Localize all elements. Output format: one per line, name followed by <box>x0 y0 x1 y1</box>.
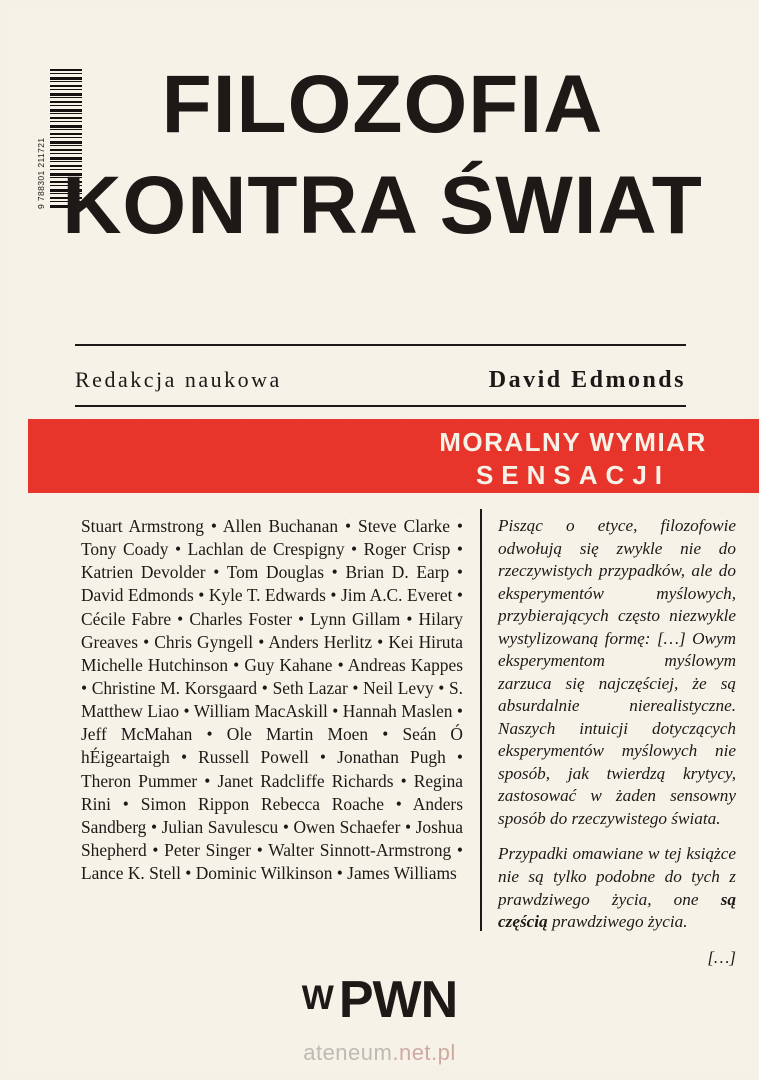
subtitle-line-2: SENSACJI <box>475 460 671 491</box>
watermark-suffix: .net.pl <box>392 1040 456 1065</box>
editor-label: Redakcja naukowa <box>75 367 282 392</box>
subtitle-band <box>28 419 759 493</box>
blurb-text <box>498 515 736 969</box>
blurb-ellipsis: […] <box>707 947 736 967</box>
editor-rule-top <box>75 344 686 346</box>
column-divider <box>480 509 482 931</box>
publisher-mark-icon: W <box>301 979 331 1017</box>
blurb-paragraph-2-part-2: prawdziwego życia. <box>547 912 688 932</box>
editor-name: David Edmonds <box>488 366 686 393</box>
isbn-number: 9 788301 211721 <box>36 137 46 209</box>
blurb-paragraph-2 <box>498 843 736 933</box>
blurb-paragraph-2-emphasis: są częścią <box>498 889 736 932</box>
book-title-line-2: KONTRA ŚWIAT <box>62 159 703 251</box>
editor-row <box>75 358 686 402</box>
blurb-paragraph-2-part-1: Przypadki omawiane w tej książce nie są tylko podobne do tych z prawdziwego życia, one <box>498 844 736 909</box>
blurb-paragraph-1: Pisząc o etyce, filozofowie odwołują się zwykle nie do rzeczywistych przypadków, ale do eksperymentów myślowych, przybierających często niezwykle wystylizowaną formę: […] Owym eksperymentom myślowym zarzuca się najczęściej, że są absurdalnie nierealistyczne. Naszych intuicji dotyczących eksperymentów myślowych nie sposób, jak twierdzą krytycy, zastosować w żaden sensowny sposób do rzeczywistego świata. <box>498 516 736 828</box>
subtitle <box>423 428 723 490</box>
subtitle-line-1: MORALNY WYMIAR <box>439 427 707 457</box>
body-columns <box>28 509 759 967</box>
editor-rule-bottom <box>75 405 686 407</box>
watermark-main: ateneum <box>303 1040 393 1065</box>
contributors-list: Stuart Armstrong • Allen Buchanan • Steve Clarke • Tony Coady • Lachlan de Crespigny • Roger Crisp • Katrien Devolder • Tom Douglas • Brian D. Earp • David Edmonds • Kyle T. Edwards • Jim A.C. Everet • Cécile Fabre • Charles Foster • Lynn Gillam • Hilary Greaves • Chris Gyngell • Anders Herlitz • Kei Hiruta Michelle Hutchinson • Guy Kahane • Andreas Kappes • Christine M. Korsgaard • Seth Lazar • Neil Levy • S. Matthew Liao • William MacAskill • Hannah Maslen • Jeff McMahan • Ole Martin Moen • Seán Ó hÉigeartaigh • Russell Powell • Jonathan Pugh • Theron Pummer • Janet Radcliffe Richards • Regina Rini • Simon Rippon Rebecca Roache • Anders Sandberg • Julian Savulescu • Owen Schaefer • Joshua Shepherd • Peter Singer • Walter Sinnott-Armstrong • Lance K. Stell • Dominic Wilkinson • James Williams <box>81 516 463 884</box>
cover-page <box>14 14 745 1066</box>
publisher-name: PWN <box>338 971 458 1029</box>
title-block <box>14 59 745 251</box>
publisher-logo <box>14 971 745 1029</box>
book-title-line-1: FILOZOFIA <box>161 59 604 150</box>
